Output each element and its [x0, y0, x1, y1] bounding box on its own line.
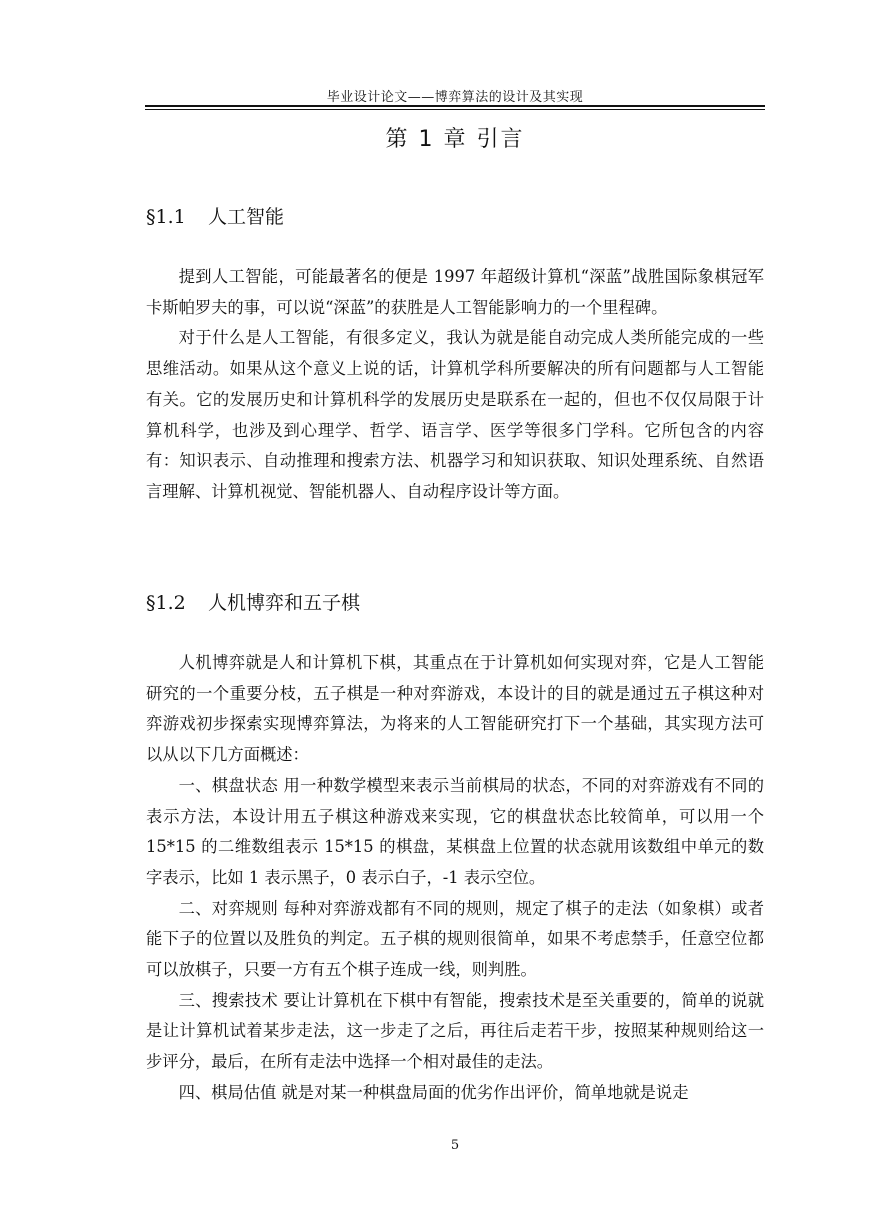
section-number: §1.2 — [146, 592, 186, 614]
paragraph: 提到人工智能，可能最著名的便是 1997 年超级计算机“深蓝”战胜国际象棋冠军卡斯帕罗夫的事，可以说“深蓝”的获胜是人工智能影响力的一个里程碑。 — [146, 267, 764, 317]
section-body-1-1 — [146, 262, 764, 508]
header-rule-thin — [145, 109, 765, 110]
page-number: 5 — [450, 1138, 460, 1153]
section-heading-1-2 — [146, 588, 360, 615]
header-rule — [145, 105, 765, 107]
paragraph: 人机博弈就是人和计算机下棋，其重点在于计算机如何实现对弈，它是人工智能研究的一个重要分枝，五子棋是一种对弈游戏，本设计的目的就是通过五子棋这种对弈游戏初步探索实现博弈算法，为将来的人工智能研究打下一个基础，其实现方法可以从以下几方面概述： — [146, 653, 764, 765]
paragraph: 四、棋局估值 就是对某一种棋盘局面的优劣作出评价，简单地就是说走 — [178, 1082, 689, 1102]
section-heading-1-1 — [146, 202, 284, 229]
section-title: 人机博弈和五子棋 — [208, 592, 361, 614]
paragraph: 三、搜索技术 要让计算机在下棋中有智能，搜索技术是至关重要的，简单的说就是让计算机试着某步走法，这一步走了之后，再往后走若干步，按照某种规则给这一步评分，最后，在所有走法中选择一个相对最佳的走法。 — [146, 990, 764, 1072]
chapter-title: 第 1 章 引言 — [385, 127, 525, 152]
section-title: 人工智能 — [208, 206, 285, 228]
section-body-1-2 — [146, 648, 764, 1109]
paragraph: 对于什么是人工智能，有很多定义，我认为就是能自动完成人类所能完成的一些思维活动。如果从这个意义上说的话，计算机学科所要解决的所有问题都与人工智能有关。它的发展历史和计算机科学的发展历史是联系在一起的，但也不仅仅局限于计算机科学，也涉及到心理学、哲学、语言学、医学等很多门学科。它所包含的内容有：知识表示、自动推理和搜索方法、机器学习和知识获取、知识处理系统、自然语言理解、计算机视觉、智能机器人、自动程序设计等方面。 — [146, 328, 764, 501]
running-header: 毕业设计论文——博弈算法的设计及其实现 — [326, 90, 584, 105]
paragraph: 一、棋盘状态 用一种数学模型来表示当前棋局的状态，不同的对弈游戏有不同的表示方法，本设计用五子棋这种游戏来实现，它的棋盘状态比较简单，可以用一个 15*15 的二维数组表示 15*15 的棋盘，某棋盘上位置的状态就用该数组中单元的数字表示，比如 1 表示黑子，0 表示白子，-1 表示空位。 — [146, 775, 764, 887]
section-number: §1.1 — [146, 206, 186, 228]
paragraph: 二、对弈规则 每种对弈游戏都有不同的规则，规定了棋子的走法（如象棋）或者能下子的位置以及胜负的判定。五子棋的规则很简单，如果不考虑禁手，任意空位都可以放棋子，只要一方有五个棋子连成一线，则判胜。 — [146, 898, 764, 980]
